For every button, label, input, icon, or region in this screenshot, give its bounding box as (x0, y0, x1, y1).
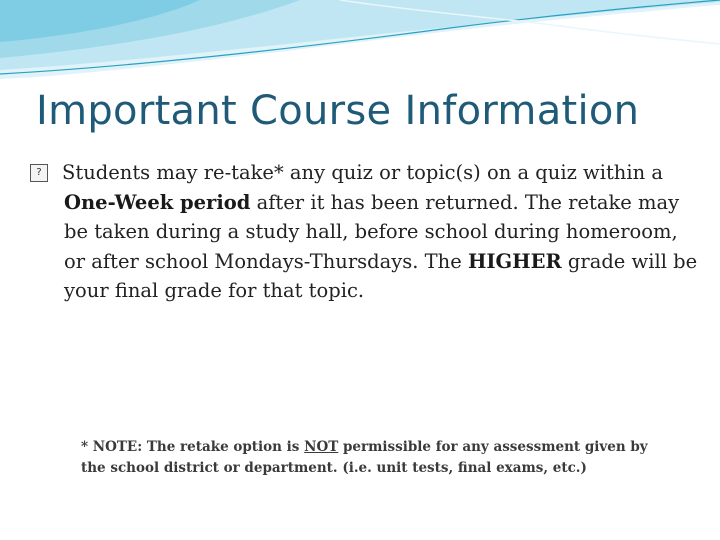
footnote-emphasis: NOT (304, 439, 339, 455)
slide-title: Important Course Information (36, 88, 640, 134)
footnote-text: permissible for any assessment given by the school district or department. (i.e. unit tests, final exams, etc.) (81, 439, 648, 476)
bullet-text-part: after it has been returned. The retake may be taken during a study hall, before school during homeroom, or after school Mondays-Thursdays. The (64, 190, 680, 273)
bullet-item (30, 158, 700, 306)
missing-glyph-icon: ? (30, 164, 48, 182)
bullet-text-emphasis: One-Week period (64, 190, 251, 214)
bullet-text-emphasis: HIGHER (467, 249, 562, 273)
bullet-text-part: Students may re-take* any quiz or topic(s) on a quiz within a (62, 161, 663, 184)
decorative-wave-header (0, 0, 720, 90)
footnote-text: * NOTE: The retake option is (81, 439, 305, 455)
footnote (81, 437, 671, 479)
bullet-text (30, 158, 700, 306)
bullet-text-part: grade will be your final grade for that topic. (64, 249, 698, 302)
